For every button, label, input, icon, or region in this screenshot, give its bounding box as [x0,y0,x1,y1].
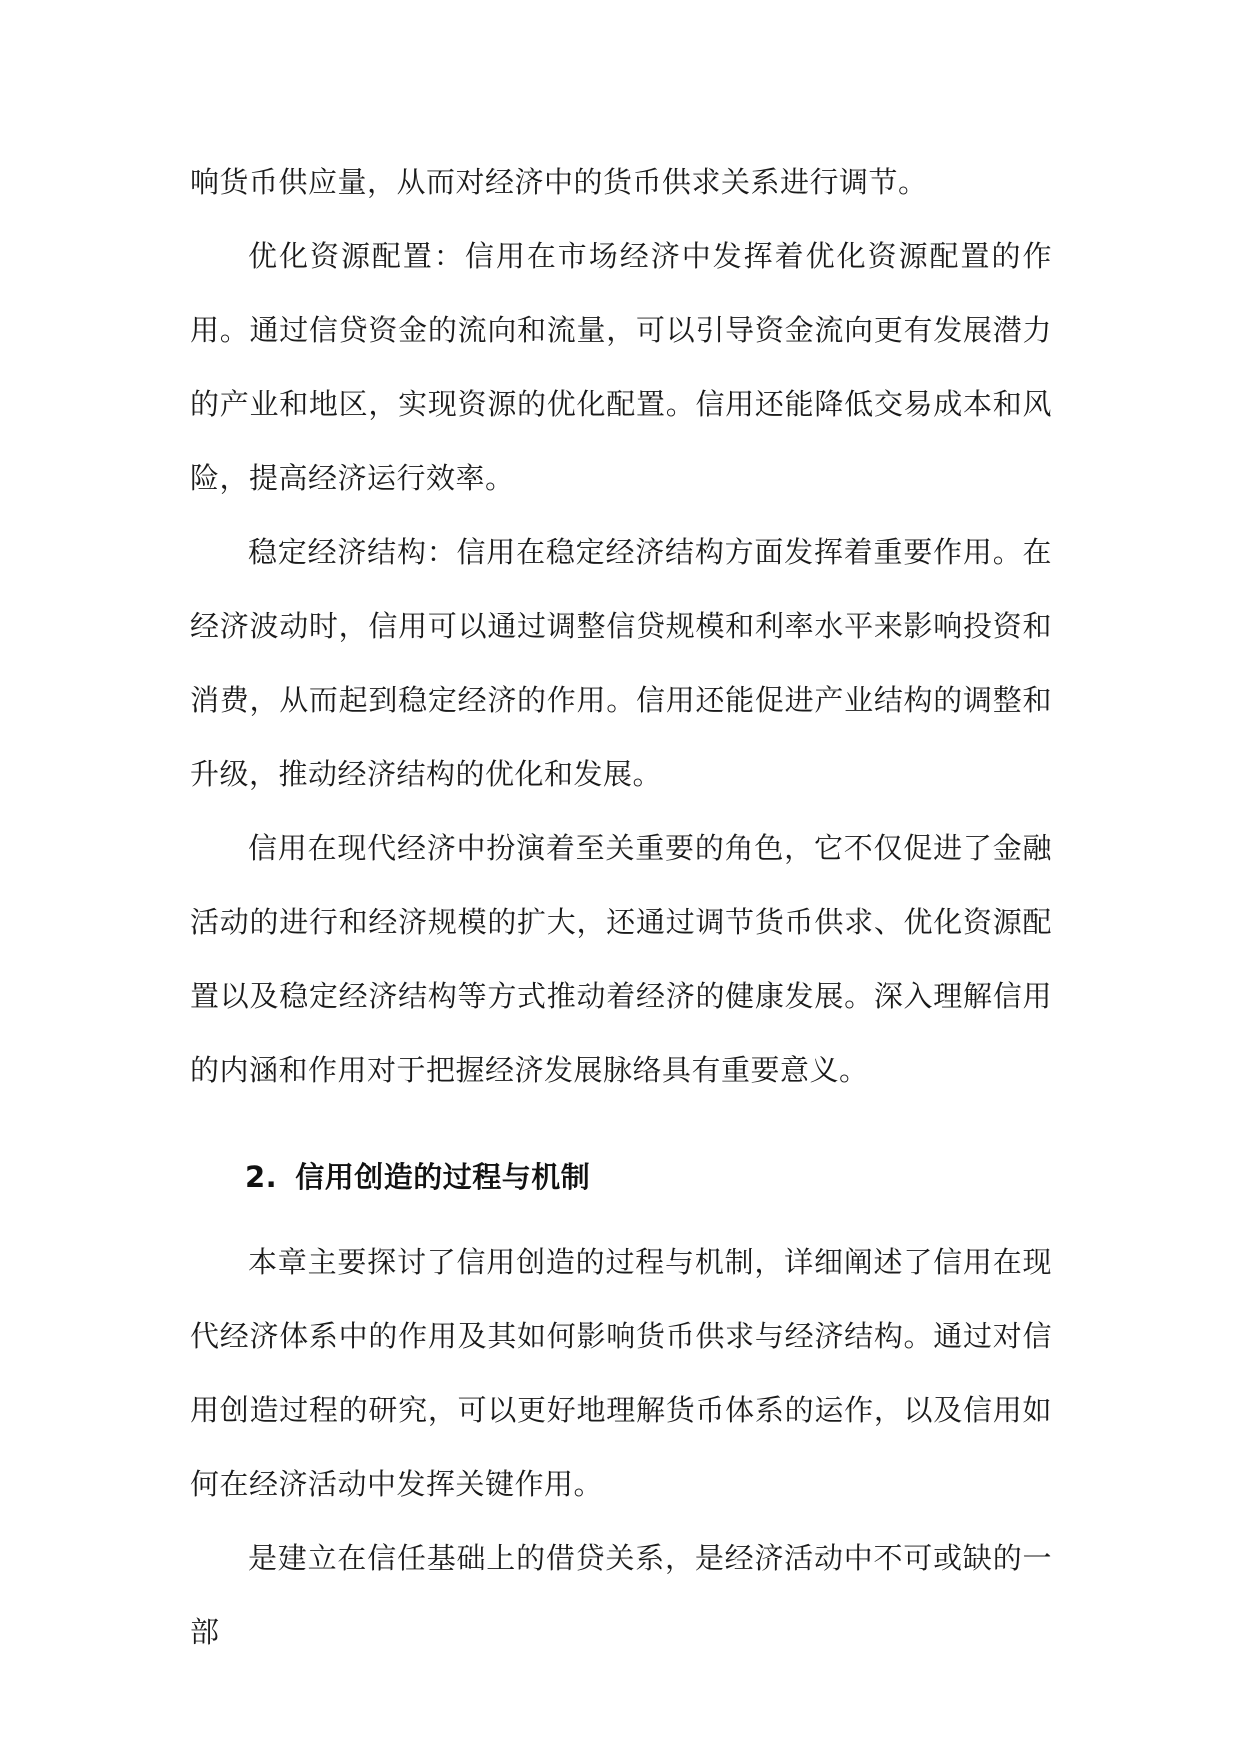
document-body [190,145,1052,1669]
paragraph-continuation: 响货币供应量，从而对经济中的货币供求关系进行调节。 [190,165,928,199]
paragraph-summary: 信用在现代经济中扮演着至关重要的角色，它不仅促进了金融活动的进行和经济规模的扩大，还通过调节货币供求、优化资源配置以及稳定经济结构等方式推动着经济的健康发展。深入理解信用的内涵和作用对于把握经济发展脉络具有重要意义。 [190,831,1052,1087]
section-title: 信用创造的过程与机制 [295,1160,591,1194]
section-number: 2. [245,1160,278,1194]
paragraph-chapter-intro: 本章主要探讨了信用创造的过程与机制，详细阐述了信用在现代经济体系中的作用及其如何影响货币供求与经济结构。通过对信用创造过程的研究，可以更好地理解货币体系的运作，以及信用如何在经济活动中发挥关键作用。 [190,1245,1052,1501]
paragraph-optimize-resources: 优化资源配置：信用在市场经济中发挥着优化资源配置的作用。通过信贷资金的流向和流量，可以引导资金流向更有发展潜力的产业和地区，实现资源的优化配置。信用还能降低交易成本和风险，提高经济运行效率。 [190,239,1052,495]
section-heading [190,1129,1052,1225]
paragraph-stabilize-structure: 稳定经济结构：信用在稳定经济结构方面发挥着重要作用。在经济波动时，信用可以通过调整信贷规模和利率水平来影响投资和消费，从而起到稳定经济的作用。信用还能促进产业结构的调整和升级，推动经济结构的优化和发展。 [190,535,1052,791]
paragraph-credit-definition: 是建立在信任基础上的借贷关系，是经济活动中不可或缺的一部 [190,1541,1052,1649]
